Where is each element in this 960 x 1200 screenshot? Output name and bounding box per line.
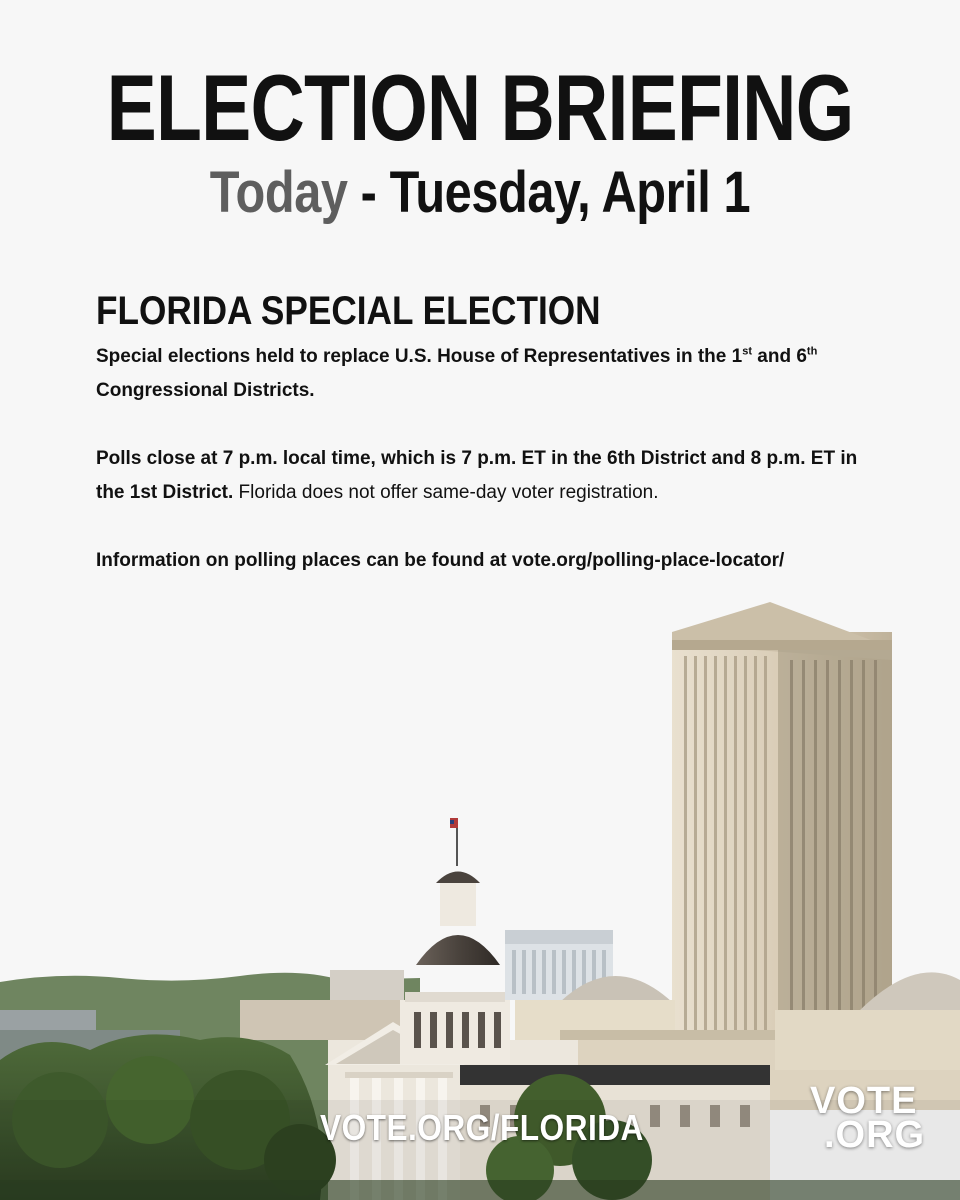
logo-line-org: .ORG bbox=[824, 1114, 926, 1156]
polls-close-info bbox=[96, 442, 886, 510]
ordinal-suffix-first: st bbox=[742, 345, 752, 358]
date-label: - Tuesday, April 1 bbox=[347, 160, 751, 225]
intro-text-start: Special elections held to replace U.S. House of Representatives in the 1 bbox=[96, 346, 743, 367]
section-heading: FLORIDA SPECIAL ELECTION bbox=[96, 289, 601, 333]
election-description bbox=[96, 340, 886, 408]
today-label: Today bbox=[209, 160, 348, 225]
date-subtitle bbox=[77, 160, 883, 226]
polling-place-info: Information on polling places can be found at vote.org/polling-place-locator/ bbox=[96, 550, 785, 571]
vote-org-florida-url: VOTE.ORG/FLORIDA bbox=[320, 1107, 644, 1148]
polls-close-time: Polls close at 7 p.m. local time, which is 7 p.m. ET in the 6th District and 8 p.m. ET in the 1st District. bbox=[96, 448, 858, 503]
vote-org-logo bbox=[810, 1082, 930, 1154]
florida-section bbox=[96, 286, 896, 578]
intro-text-middle: and 6 bbox=[752, 346, 807, 367]
intro-text-end: Congressional Districts. bbox=[96, 380, 315, 401]
registration-note: Florida does not offer same-day voter registration. bbox=[233, 482, 659, 503]
page-title: ELECTION BRIEFING bbox=[106, 55, 854, 160]
ordinal-suffix-sixth: th bbox=[806, 345, 818, 358]
logo-line-vote: VOTE bbox=[810, 1080, 918, 1122]
